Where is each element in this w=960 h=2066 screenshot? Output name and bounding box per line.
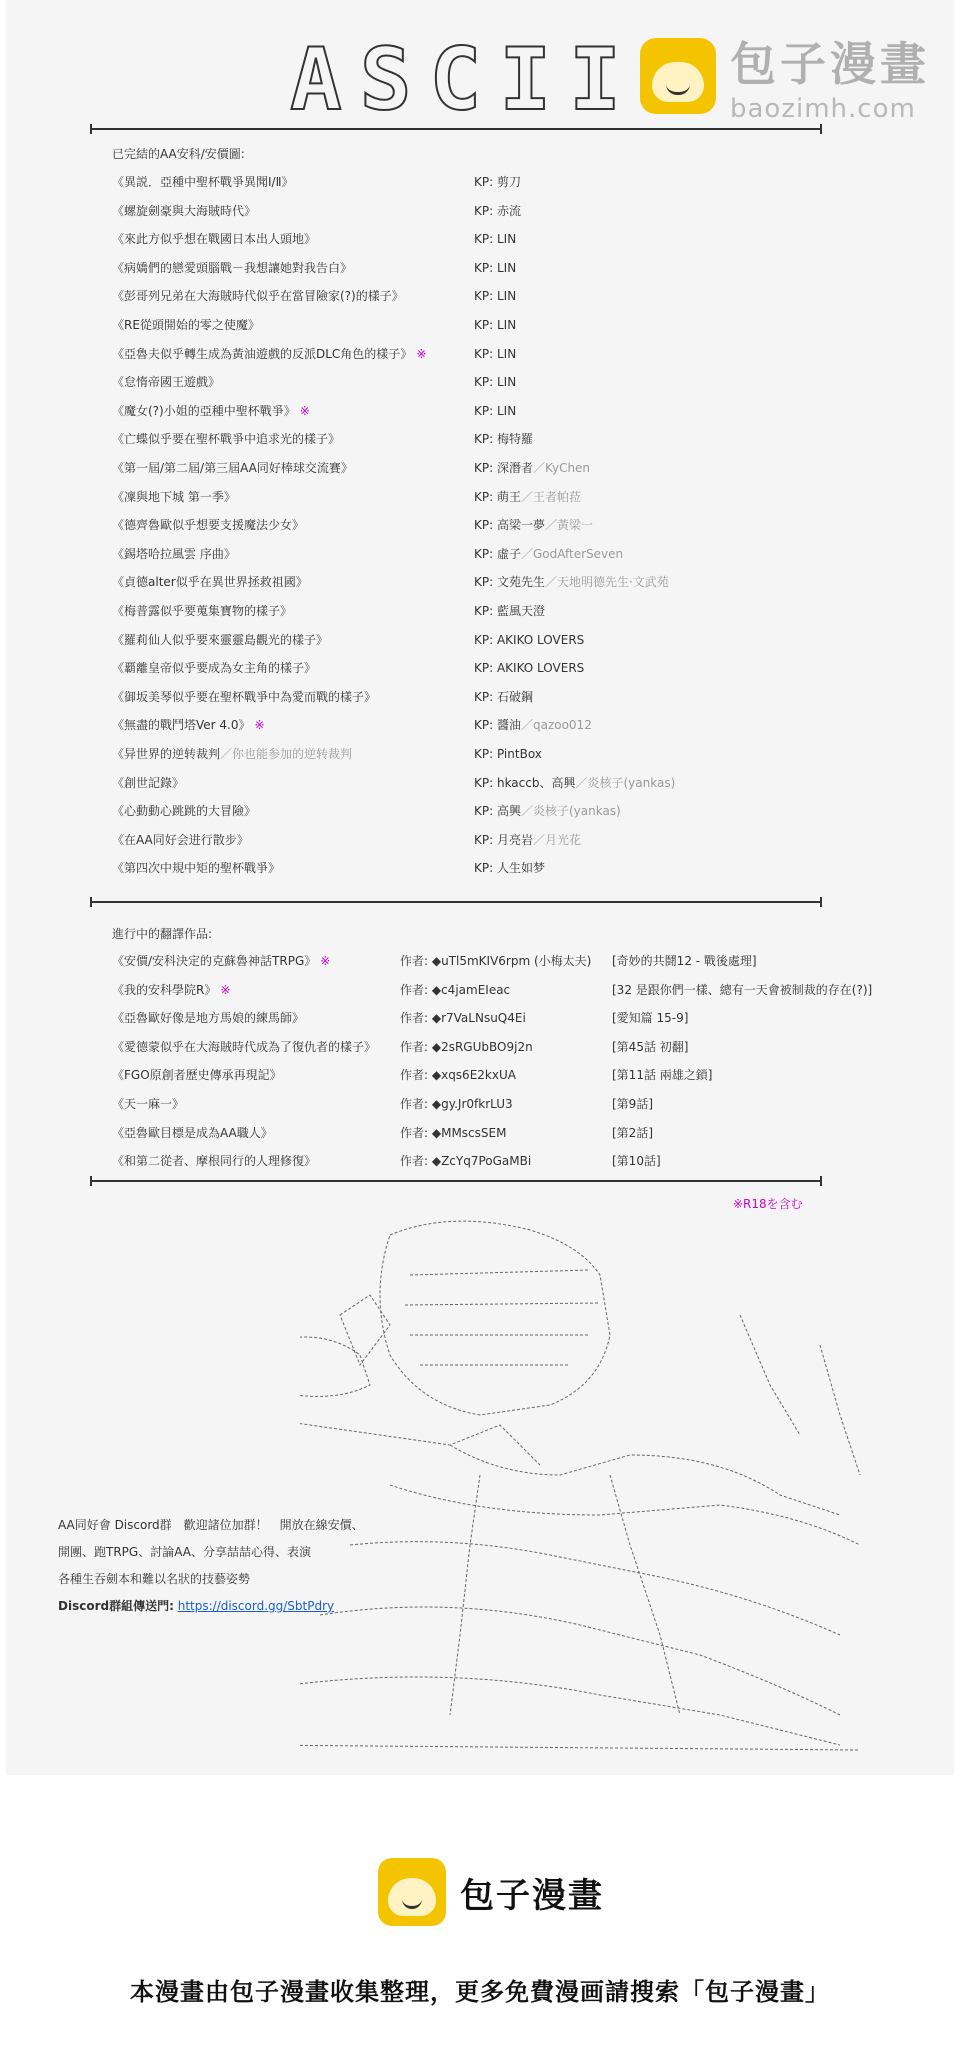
ongoing-item[interactable] (112, 981, 873, 999)
section-divider-bottom (90, 1180, 822, 1182)
completed-item-kp (474, 859, 545, 877)
watermark-url: baozimh.com (730, 94, 916, 124)
kp-name: KP: 人生如梦 (474, 861, 545, 876)
completed-item-title: 《第一屆/第二屆/第三屆AA同好棒球交流賽》 (112, 461, 353, 475)
completed-item-title: 《凜與地下城 第一季》 (112, 489, 236, 504)
ongoing-item-author: 作者: ◆r7VaLNsuQ4Ei (400, 1011, 526, 1026)
footer-logo[interactable] (378, 1858, 604, 1926)
discord-line-2: 開團、跑TRPG、討論AA、分享喆喆心得、表演 (58, 1545, 311, 1559)
mark-icon: ※ (416, 346, 427, 361)
ongoing-item[interactable] (112, 1066, 713, 1084)
mark-icon: ※ (299, 403, 310, 418)
kp-alt-name: ／炎核子(yankas) (520, 804, 621, 819)
ongoing-item-author: 作者: ◆ZcYq7PoGaMBi (400, 1154, 532, 1169)
completed-item[interactable] (112, 316, 517, 334)
mark-icon: ※ (254, 718, 265, 733)
kp-name: KP: LIN (474, 232, 517, 247)
kp-name: KP: 文苑先生 (474, 575, 545, 590)
discord-info (58, 1512, 364, 1620)
baozi-logo-icon (640, 38, 716, 114)
completed-item-title: 《病嬌們的戀愛頭腦戰－我想讓她對我告白》 (112, 260, 353, 275)
completed-item-kp (474, 573, 669, 591)
completed-item-title: 《心動動心跳跳的大冒險》 (112, 804, 257, 819)
ongoing-title: 進行中的翻譯作品: (112, 927, 213, 941)
kp-alt-name: ／GodAfterSeven (520, 546, 624, 561)
kp-name: KP: AKIKO LOVERS (474, 632, 585, 647)
ongoing-item-progress: [奇妙的共鬪12 - 戰後處理] (612, 954, 757, 968)
completed-item-title: 《亞魯夫似乎轉生成為黃油遊戲的反派DLC角色的樣子》 (112, 346, 413, 361)
completed-item-title: 《貞德alter似乎在異世界拯救祖國》 (112, 575, 308, 590)
completed-item[interactable] (112, 659, 585, 677)
ongoing-item-author: 作者: ◆uTl5mKIV6rpm (小梅太夫) (400, 954, 592, 968)
completed-item-kp (474, 488, 581, 506)
completed-item[interactable] (112, 631, 585, 649)
completed-item-title: 《魔女(?)小姐的亞種中聖杯戰爭》 (112, 403, 296, 418)
ongoing-item[interactable] (112, 1152, 661, 1170)
completed-item-title: 《德齊魯歐似乎想要支援魔法少女》 (112, 518, 305, 533)
completed-item[interactable] (112, 802, 621, 820)
kp-name: KP: PintBox (474, 747, 542, 761)
completed-item-kp (474, 802, 621, 820)
completed-item-title: 《羅莉仙人似乎要來靈靈島觀光的樣子》 (112, 632, 329, 647)
watermark-name: 包子漫畫 (730, 37, 930, 91)
discord-label: Discord群組傳送門: (58, 1599, 174, 1613)
completed-item[interactable] (112, 430, 533, 448)
kp-name: KP: 藍風天澄 (474, 604, 545, 618)
completed-item[interactable] (112, 745, 542, 763)
r18-note: ※R18を含む (733, 1197, 803, 1211)
kp-name: KP: 萌王 (474, 489, 521, 504)
completed-item[interactable] (112, 459, 591, 477)
completed-item-kp (474, 259, 516, 277)
kp-alt-name: ／月光花 (532, 832, 581, 847)
completed-item-kp (474, 402, 516, 420)
kp-name: KP: hkaccb、高興 (474, 775, 576, 790)
ongoing-item[interactable] (112, 1009, 689, 1027)
ongoing-item-title: 《FGO原創者歷史傳承再現記》 (112, 1068, 282, 1083)
completed-item[interactable] (112, 259, 517, 277)
completed-item-title: 《怠惰帝國王遊戲》 (112, 375, 221, 390)
ongoing-item[interactable] (112, 1038, 689, 1056)
ongoing-item[interactable] (112, 952, 757, 970)
kp-name: KP: 虛子 (474, 546, 521, 561)
completed-item-title: 《亡蝶似乎要在聖杯戰爭中追求光的樣子》 (112, 432, 341, 447)
footer-text: 本漫畫由包子漫畫收集整理，更多免費漫画請搜索「包子漫畫」 (130, 1978, 830, 2006)
kp-name: KP: 石破鋼 (474, 689, 533, 704)
completed-item-kp (474, 459, 590, 477)
ongoing-item-author: 作者: ◆xqs6E2kxUA (400, 1068, 516, 1083)
completed-item-title: 《彭哥列兄弟在大海賊時代似乎在當冒險家(?)的樣子》 (112, 289, 404, 304)
completed-item-title: 《創世記錄》 (112, 775, 185, 790)
ongoing-item-author: 作者: ◆gy.Jr0fkrLU3 (400, 1097, 513, 1111)
kp-alt-name: ／天地明德先生·文武苑 (544, 575, 669, 590)
kp-name: KP: 高梁一夢 (474, 518, 545, 533)
completed-item-title: 《錫塔哈拉風雲 序曲》 (112, 546, 236, 561)
kp-alt-name: ／KyChen (532, 461, 591, 475)
baozi-footer-icon (378, 1858, 446, 1926)
ongoing-item-title: 《安價/安科決定的克蘇魯神話TRPG》 (112, 954, 317, 968)
completed-item[interactable] (112, 688, 533, 706)
completed-item-kp (474, 688, 533, 706)
completed-item-title: 《异世界的逆转裁判 (112, 747, 221, 761)
ongoing-item-progress: [愛知篇 15-9] (612, 1011, 689, 1026)
completed-title: 已完結的AA安科/安價圖: (112, 147, 245, 161)
completed-item-title: 《梅普露似乎要蒐集寶物的樣子》 (112, 604, 293, 618)
watermark (640, 28, 930, 124)
completed-item-kp (474, 745, 542, 763)
completed-item-kp (474, 230, 516, 248)
completed-item[interactable] (112, 573, 669, 591)
completed-item-title: 《覇離皇帝似乎要成為女主角的樣子》 (112, 661, 317, 676)
kp-name: KP: 醬油 (474, 718, 521, 733)
discord-line-1: AA同好會 Discord群 歡迎諸位加群！ 開放在線安價、 (58, 1518, 364, 1532)
completed-item-kp (474, 373, 516, 391)
ongoing-item-author: 作者: ◆2sRGUbBO9j2n (400, 1039, 533, 1054)
kp-name: KP: LIN (474, 260, 517, 275)
completed-item-kp (474, 831, 581, 849)
completed-item-title: 《異説．亞種中聖杯戰爭異聞Ⅰ/Ⅱ》 (112, 175, 294, 189)
completed-item-kp (474, 631, 584, 649)
mark-icon: ※ (220, 982, 231, 997)
completed-item-kp (474, 659, 584, 677)
completed-item-title: 《無盡的戰鬥塔Ver 4.0》 (112, 718, 251, 733)
completed-item-kp (474, 345, 516, 363)
completed-item-kp (474, 716, 592, 734)
ascii-logo: ASCII (290, 30, 639, 130)
completed-item[interactable] (112, 545, 624, 563)
ongoing-item-author: 作者: ◆MMscsSEM (400, 1125, 507, 1140)
completed-item-title: 《RE從頭開始的零之使魔》 (112, 318, 260, 332)
kp-name: KP: 深潛者 (474, 461, 533, 475)
completed-item[interactable] (112, 402, 517, 420)
completed-item[interactable] (112, 831, 581, 849)
kp-name: KP: LIN (474, 318, 517, 332)
kp-name: KP: LIN (474, 375, 517, 390)
section-divider-top (90, 128, 822, 130)
kp-name: KP: LIN (474, 346, 517, 361)
completed-item-subtitle: ／你也能参加的逆转裁判 (220, 747, 353, 761)
kp-alt-name: ／qazoo012 (520, 718, 592, 733)
ongoing-item-title: 《亞魯歐目標是成為AA職人》 (112, 1125, 273, 1140)
completed-item-kp (474, 516, 593, 534)
kp-name: KP: LIN (474, 403, 517, 418)
completed-item-title: 《在AA同好会进行散步》 (112, 832, 249, 847)
completed-item-title: 《御坂美琴似乎要在聖杯戰爭中為愛而戰的樣子》 (112, 689, 377, 704)
kp-name: KP: 赤流 (474, 203, 521, 218)
kp-alt-name: ／黃梁一 (544, 518, 593, 533)
kp-name: KP: LIN (474, 289, 517, 304)
ongoing-item-title: 《和第二從者、摩根同行的人理修復》 (112, 1154, 317, 1169)
ongoing-item-progress: [第2話] (612, 1125, 653, 1140)
ongoing-item-title: 《天一麻一》 (112, 1097, 185, 1111)
kp-name: KP: 高興 (474, 804, 521, 819)
ongoing-item-progress: [32 是跟你們一樣、總有一天會被制裁的存在(?)] (612, 982, 873, 997)
kp-alt-name: ／王者帕菈 (520, 489, 581, 504)
completed-item-title: 《來此方似乎想在戰國日本出人頭地》 (112, 232, 317, 247)
mark-icon: ※ (320, 954, 331, 968)
ongoing-item-progress: [第45話 初翻] (612, 1039, 689, 1054)
completed-item[interactable] (112, 373, 517, 391)
footer-logo-name: 包子漫畫 (460, 1875, 604, 1916)
completed-item-kp (474, 287, 516, 305)
ongoing-item[interactable] (112, 1095, 653, 1113)
completed-item[interactable] (112, 230, 517, 248)
section-divider-middle (90, 901, 822, 903)
completed-item[interactable] (112, 716, 592, 734)
ongoing-item[interactable] (112, 1124, 653, 1142)
completed-item[interactable] (112, 287, 517, 305)
discord-link[interactable]: https://discord.gg/SbtPdry (177, 1599, 335, 1613)
ascii-art-illustration (300, 1215, 900, 1765)
ongoing-item-title: 《亞魯歐好像是地方馬娘的練馬師》 (112, 1011, 305, 1026)
kp-name: KP: 月亮岩 (474, 832, 533, 847)
completed-item[interactable] (112, 488, 581, 506)
discord-line-3: 各種生吞劍本和難以名狀的技藝姿勢 (58, 1572, 251, 1586)
completed-item-kp (474, 774, 675, 792)
completed-item-kp (474, 173, 521, 191)
completed-item[interactable] (112, 602, 545, 620)
ongoing-item-progress: [第10話] (612, 1154, 661, 1169)
completed-item[interactable] (112, 345, 517, 363)
ongoing-item-author: 作者: ◆c4jamEIeac (400, 982, 511, 997)
completed-item[interactable] (112, 774, 676, 792)
kp-name: KP: 梅特羅 (474, 432, 533, 447)
ongoing-item-progress: [第11話 兩雄之鎖] (612, 1068, 713, 1083)
ongoing-item-progress: [第9話] (612, 1097, 653, 1111)
completed-item[interactable] (112, 859, 545, 877)
kp-name: KP: AKIKO LOVERS (474, 661, 585, 676)
completed-item-kp (474, 430, 533, 448)
completed-item-kp (474, 202, 521, 220)
kp-alt-name: ／炎核子(yankas) (575, 775, 676, 790)
completed-item-title: 《螺旋劍豪與大海賊時代》 (112, 203, 257, 218)
completed-item-kp (474, 602, 545, 620)
completed-item[interactable] (112, 173, 521, 191)
kp-name: KP: 剪刀 (474, 175, 521, 189)
ongoing-item-title: 《愛德蒙似乎在大海賊時代成為了復仇者的樣子》 (112, 1039, 377, 1054)
completed-item[interactable] (112, 202, 521, 220)
ongoing-item-title: 《我的安科學院R》 (112, 982, 217, 997)
completed-item-kp (474, 316, 516, 334)
completed-item[interactable] (112, 516, 593, 534)
completed-item-title: 《第四次中規中矩的聖杯戰爭》 (112, 861, 281, 876)
completed-item-kp (474, 545, 623, 563)
